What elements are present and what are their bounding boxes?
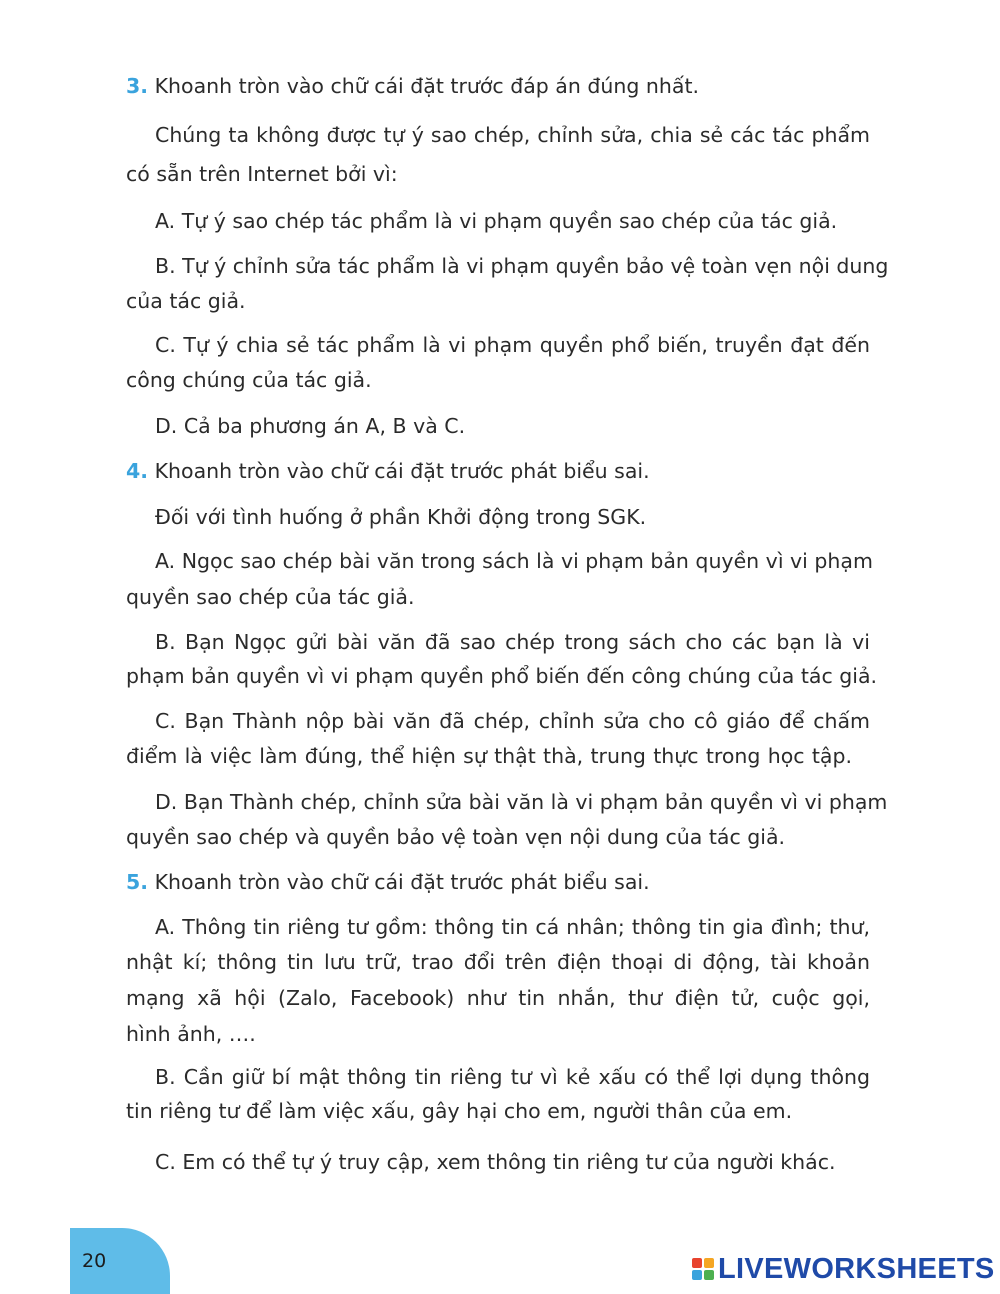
- option-a[interactable]: A. Thông tin riêng tư gồm: thông tin cá nhân; thông tin gia đình; thư,: [155, 915, 870, 939]
- question-prompt: Khoanh tròn vào chữ cái đặt trước đáp án đúng nhất.: [154, 74, 699, 98]
- logo-square: [704, 1258, 714, 1268]
- page-number: 20: [82, 1250, 107, 1272]
- liveworksheets-logo: [692, 1252, 995, 1286]
- question-number: 4.: [126, 459, 149, 483]
- option-a[interactable]: nhật kí; thông tin lưu trữ, trao đổi trên điện thoại di động, tài khoản: [126, 950, 870, 974]
- logo-square: [704, 1270, 714, 1280]
- page-number-tab: [70, 1228, 170, 1294]
- option-d[interactable]: quyền sao chép và quyền bảo vệ toàn vẹn nội dung của tác giả.: [126, 825, 786, 849]
- question-stem: có sẵn trên Internet bởi vì:: [126, 162, 398, 186]
- option-c[interactable]: công chúng của tác giả.: [126, 368, 372, 392]
- option-c[interactable]: C. Em có thể tự ý truy cập, xem thông tin riêng tư của người khác.: [155, 1150, 836, 1174]
- question-number: 3.: [126, 74, 149, 98]
- logo-text: LIVEWORKSHEETS: [718, 1253, 995, 1285]
- logo-square: [692, 1270, 702, 1280]
- option-c[interactable]: C. Bạn Thành nộp bài văn đã chép, chỉnh sửa cho cô giáo để chấm: [155, 709, 870, 733]
- question-stem: Đối với tình huống ở phần Khởi động trong SGK.: [155, 505, 647, 529]
- question-stem: Chúng ta không được tự ý sao chép, chỉnh sửa, chia sẻ các tác phẩm: [155, 123, 870, 147]
- option-a[interactable]: mạng xã hội (Zalo, Facebook) như tin nhắn, thư điện tử, cuộc gọi,: [126, 986, 870, 1010]
- option-b[interactable]: B. Tự ý chỉnh sửa tác phẩm là vi phạm quyền bảo vệ toàn vẹn nội dung: [155, 254, 889, 278]
- option-a[interactable]: quyền sao chép của tác giả.: [126, 585, 415, 609]
- option-b[interactable]: B. Cần giữ bí mật thông tin riêng tư vì kẻ xấu có thể lợi dụng thông: [155, 1065, 870, 1089]
- question-3-heading: [126, 72, 699, 100]
- option-d[interactable]: D. Bạn Thành chép, chỉnh sửa bài văn là vi phạm bản quyền vì vi phạm: [155, 790, 888, 814]
- option-a[interactable]: A. Ngọc sao chép bài văn trong sách là vi phạm bản quyền vì vi phạm: [155, 549, 873, 573]
- option-b[interactable]: B. Bạn Ngọc gửi bài văn đã sao chép trong sách cho các bạn là vi: [155, 630, 870, 654]
- question-4-heading: [126, 457, 650, 485]
- logo-grid-icon: [692, 1258, 714, 1280]
- option-b[interactable]: của tác giả.: [126, 289, 246, 313]
- question-number: 5.: [126, 870, 149, 894]
- question-prompt: Khoanh tròn vào chữ cái đặt trước phát biểu sai.: [154, 870, 650, 894]
- question-prompt: Khoanh tròn vào chữ cái đặt trước phát biểu sai.: [154, 459, 650, 483]
- question-5-heading: [126, 868, 650, 896]
- option-a[interactable]: A. Tự ý sao chép tác phẩm là vi phạm quyền sao chép của tác giả.: [155, 209, 838, 233]
- option-d[interactable]: D. Cả ba phương án A, B và C.: [155, 414, 466, 438]
- logo-square: [692, 1258, 702, 1268]
- option-b[interactable]: tin riêng tư để làm việc xấu, gây hại cho em, người thân của em.: [126, 1099, 793, 1123]
- option-a[interactable]: hình ảnh, ….: [126, 1022, 256, 1046]
- option-c[interactable]: C. Tự ý chia sẻ tác phẩm là vi phạm quyền phổ biến, truyền đạt đến: [155, 333, 870, 357]
- option-b[interactable]: phạm bản quyền vì vi phạm quyền phổ biến đến công chúng của tác giả.: [126, 664, 878, 688]
- option-c[interactable]: điểm là việc làm đúng, thể hiện sự thật thà, trung thực trong học tập.: [126, 744, 852, 768]
